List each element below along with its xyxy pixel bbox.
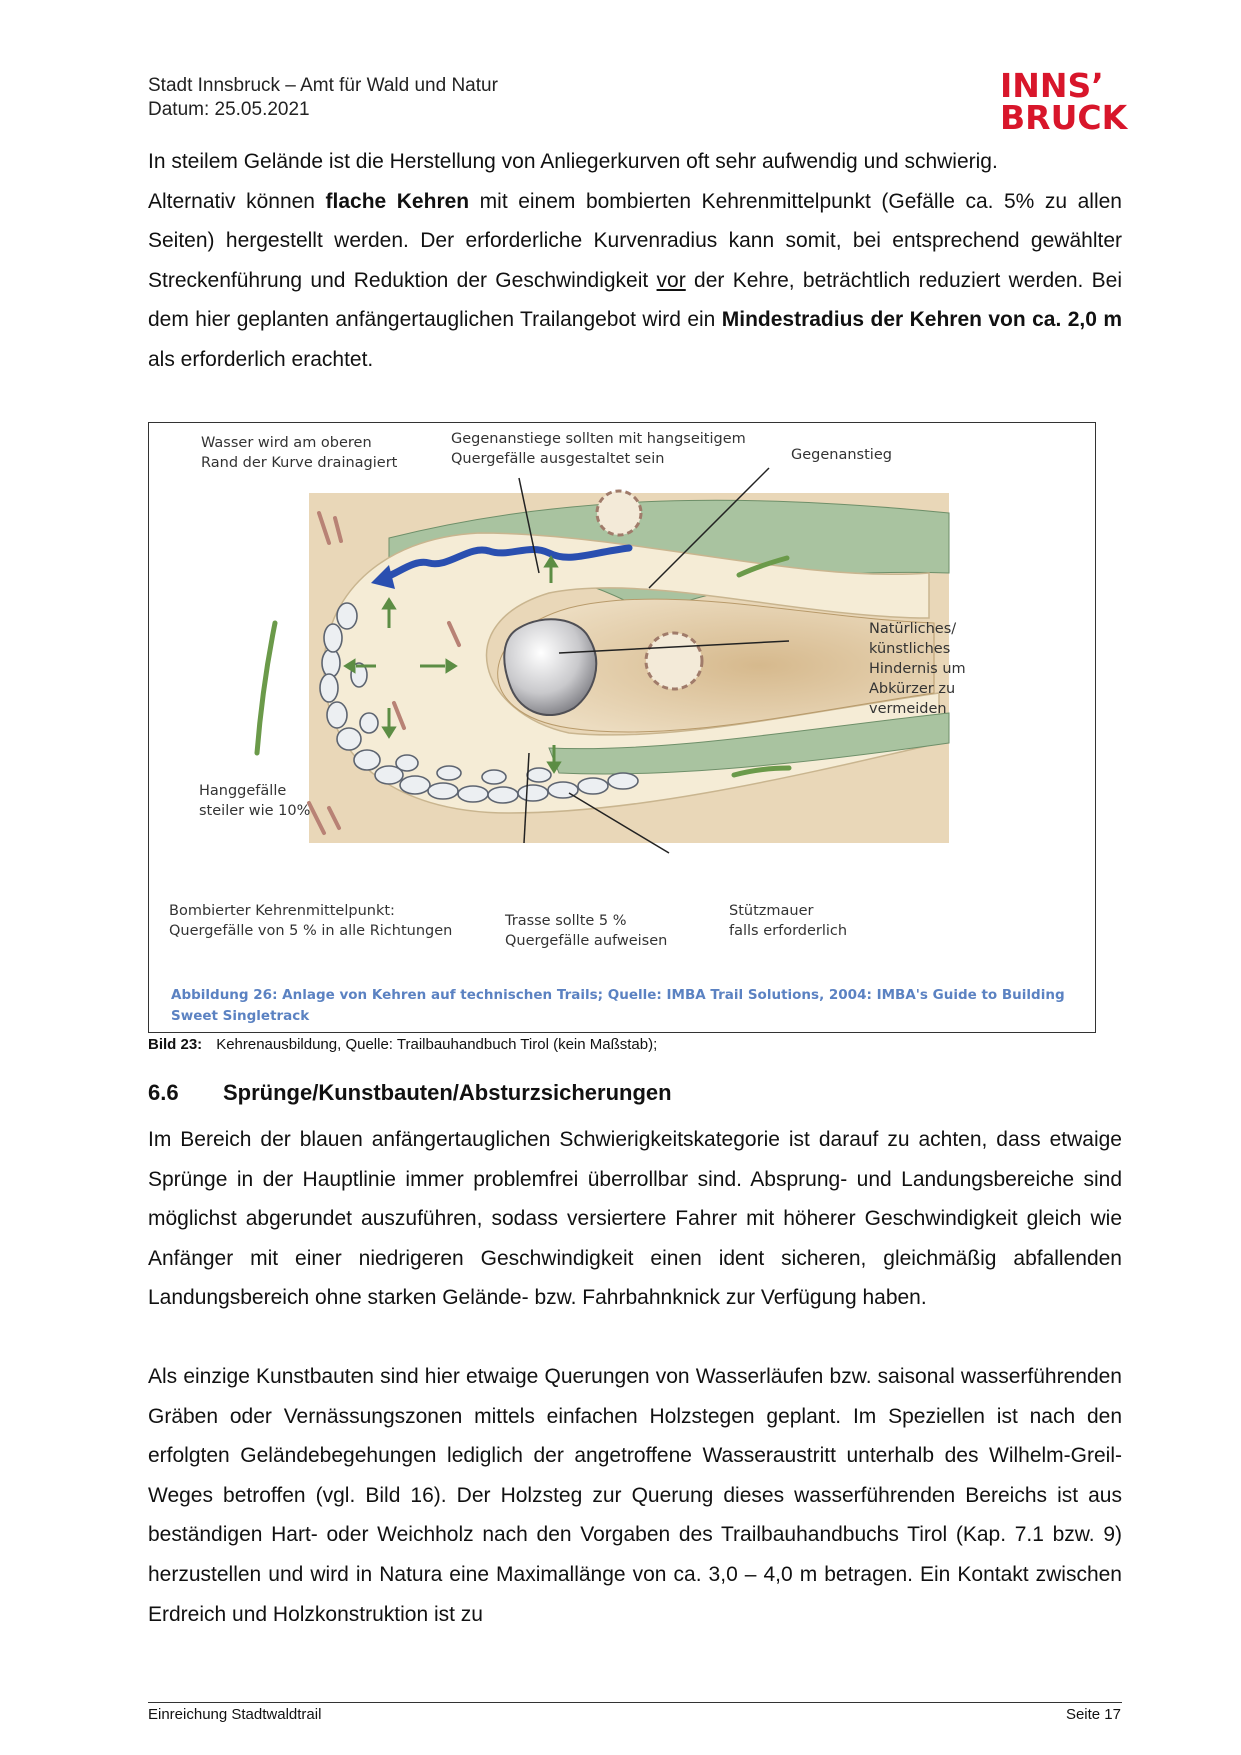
intro-underline-vor: vor [656,268,686,292]
figure-source-note: Abbildung 26: Anlage von Kehren auf technischen Trails; Quelle: IMBA Trail Solutions, 2004: IMBA's Guide to Building Sweet Singletrack [171,987,1065,1024]
section-number: 6.6 [148,1080,179,1105]
section-title: Sprünge/Kunstbauten/Absturzsicherungen [223,1080,672,1105]
section-heading [148,1080,672,1106]
intro-sentence-2 [148,182,1122,380]
hairpin-turn-figure [148,422,1096,1033]
figure-label-counter-line-2: Quergefälle ausgestaltet sein [451,451,665,467]
figure-label-water [201,433,397,473]
footer-page-number: Seite 17 [1065,1706,1121,1723]
figure-label-obstacle-line-2: künstliches [869,641,951,657]
figure-label-obstacle [869,619,966,719]
figure-label-obstacle-line-4: Abkürzer zu [869,681,956,697]
logo-line-1: INNS’ [1000,66,1104,105]
figure-label-water-line-2: Rand der Kurve drainagiert [201,455,398,471]
body-paragraph-1: Im Bereich der blauen anfängertauglichen Schwierigkeitskategorie ist darauf zu achten, dass etwaige Sprünge in der Hauptlinie immer problemfrei überrollbar sind. Absprung- und Landungsbereiche sind möglichst abgerundet auszuführen, sodass versiertere Fahrer mit höherer Geschwindigkeit gleich wie Anfänger mit einer niedrigeren Geschwindigkeit einen ident sicheren, gleichmäßig abfallenden Landungsbereich ohne starken Gelände- bzw. Fahrbahnknick zur Verfügung haben. [148,1128,1122,1310]
figure-label-counter-line-1: Gegenanstiege sollten mit hangseitigem [451,431,746,447]
figure-label-water-line-1: Wasser wird am oberen [201,435,372,451]
innsbruck-logo [1000,66,1128,137]
intro-text-e: der Kehre, beträchtlich reduziert werden. Bei dem hier geplanten anfängertauglichen Trailangebot wird ein [148,268,1123,332]
intro-paragraph [148,142,1122,380]
figure-label-counter-slopes [451,429,746,469]
body-paragraph-2: Als einzige Kunstbauten sind hier etwaige Querungen von Wasserläufen bzw. saisonal wasserführenden Gräben oder Vernässungszonen mittels einfachen Holzstegen geplant. Im Speziellen ist nach den erfolgten Geländebegehungen lediglich der angetroffene Wasseraustritt unterhalb des Wilhelm-Greil-Weges betroffen (vgl. Bild 16). Der Holzsteg zur Querung dieses wasserführenden Bereichs ist aus beständigen Hart- oder Weichholz nach den Vorgaben des Trailbauhandbuchs Tirol (Kap. 7.1 bzw. 9) herzustellen und wird in Natura eine Maximallänge von ca. 3,0 – 4,0 m betragen. Ein Kontakt zwischen Erdreich und Holzkonstruktion ist zu [148,1365,1122,1626]
figure-label-obstacle-line-5: vermeiden [869,701,947,717]
figure-label-wall [729,901,847,941]
caption-label: Bild 23: [148,1036,203,1053]
figure-label-slope-line-2: steiler wie 10% [199,803,311,819]
figure-label-trasse-line-1: Trasse sollte 5 % [505,913,627,929]
figure-caption [148,1036,657,1053]
header-authority: Stadt Innsbruck – Amt für Wald und Natur [148,75,498,96]
figure-label-wall-line-2: falls erforderlich [729,923,848,939]
header-date: Datum: 25.05.2021 [148,99,310,120]
intro-text-c: mit einem bombierten Kehrenmittelpunkt (Gefälle ca. 5% zu allen Seiten) hergestellt werden. Der erforderliche Kurvenradius kann somit, bei entsprechend gewählter Streckenführung und Reduktion der Geschwindigkeit [148,189,1122,292]
figure-label-obstacle-line-3: Hindernis um [869,661,966,677]
figure-label-trasse-line-2: Quergefälle aufweisen [505,933,668,949]
figure-label-trasse [505,911,667,951]
intro-bold-mindestradius: Mindestradius der Kehren von ca. 2,0 m [721,308,1122,332]
figure-label-center-line-2: Quergefälle von 5 % in alle Richtungen [169,923,453,939]
caption-text: Kehrenausbildung, Quelle: Trailbauhandbuch Tirol (kein Maßstab); [216,1036,658,1053]
figure-label-wall-line-1: Stützmauer [729,903,814,919]
figure-label-obstacle-line-1: Natürliches/ [869,621,957,637]
figure-label-center [169,901,452,941]
document-header [148,74,498,122]
intro-text-a: Alternativ können [148,189,326,213]
intro-text-g: als erforderlich erachtet. [148,347,374,371]
logo-line-2: BRUCK [1000,98,1128,137]
figure-label-slope-line-1: Hanggefälle [199,783,287,799]
footer-divider [148,1702,1122,1703]
intro-sentence-1: In steilem Gelände ist die Herstellung von Anliegerkurven oft sehr aufwendig und schwierig. [148,150,998,173]
figure-label-center-line-1: Bombierter Kehrenmittelpunkt: [169,903,395,919]
figure-label-slope [199,781,310,821]
footer-document-title: Einreichung Stadtwaldtrail [148,1706,322,1723]
figure-label-gegenanstieg: Gegenanstieg [791,447,892,463]
intro-bold-flache-kehren: flache Kehren [325,189,470,213]
boulder-obstacle [504,619,596,715]
